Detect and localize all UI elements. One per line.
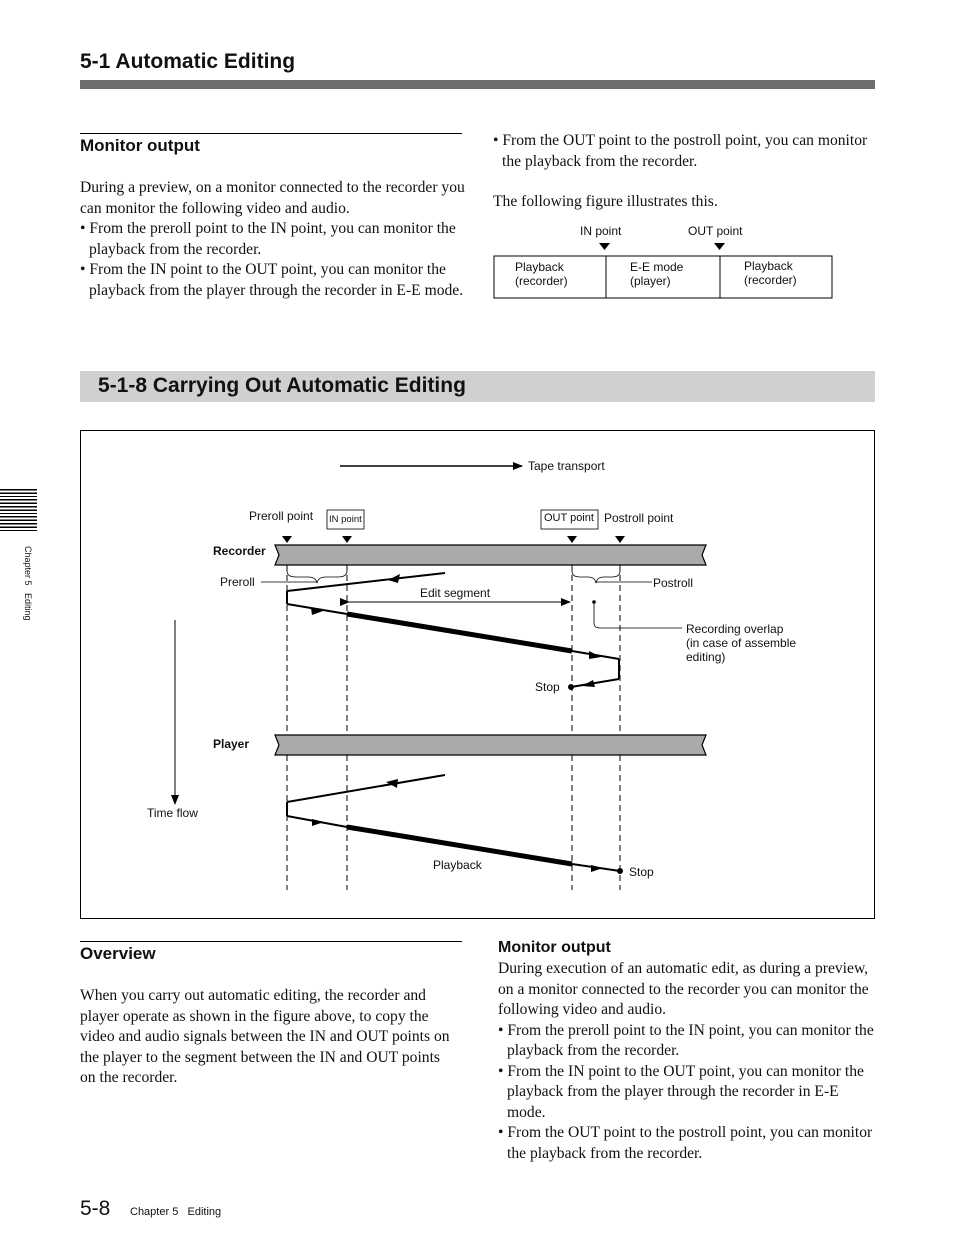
arrow-icon bbox=[312, 819, 324, 826]
figure-intro: The following figure illustrates this. bbox=[493, 193, 718, 210]
page-number: 5-8 bbox=[80, 1197, 111, 1220]
bullet-item: • From the OUT point to the postroll point, you can monitor the playback from the recorder. bbox=[498, 1124, 873, 1162]
overview-heading: Overview bbox=[80, 944, 156, 963]
overlap-line: (in case of assemble bbox=[686, 636, 797, 650]
side-chapter-name: Editing bbox=[23, 593, 33, 621]
in-point-label: IN point bbox=[329, 514, 362, 525]
recorder-return-line bbox=[571, 679, 619, 687]
preroll-label: Preroll bbox=[220, 575, 255, 589]
cell-line: Playback bbox=[515, 260, 564, 274]
in-arrow-icon bbox=[342, 536, 352, 543]
arrow-icon bbox=[591, 865, 603, 872]
footer-chapter bbox=[130, 1206, 221, 1218]
overlap-line: editing) bbox=[686, 650, 726, 664]
time-flow-label: Time flow bbox=[147, 806, 198, 820]
header-rule bbox=[80, 80, 875, 89]
mini-cell-2 bbox=[630, 260, 683, 288]
chapter-tab-stripes bbox=[0, 489, 37, 533]
arrow-icon bbox=[386, 779, 398, 788]
out-arrow-icon bbox=[714, 243, 725, 250]
monitor-output-heading: Monitor output bbox=[80, 136, 200, 155]
cell-line: (recorder) bbox=[744, 273, 797, 287]
overlap-leader bbox=[594, 602, 682, 628]
tape-transport-label: Tape transport bbox=[528, 459, 605, 473]
player-label: Player bbox=[213, 737, 250, 751]
preroll-point-label: Preroll point bbox=[249, 509, 314, 523]
mini-cell-3 bbox=[744, 259, 797, 287]
intro-paragraph: During execution of an automatic edit, as during a preview, on a monitor connected to the recorder you can monitor the following video and audio. bbox=[498, 960, 869, 1018]
mini-out-point-label: OUT point bbox=[688, 224, 743, 238]
postroll-point-label: Postroll point bbox=[604, 511, 674, 525]
monitor-output-text-2 bbox=[498, 959, 878, 1164]
player-tape bbox=[275, 735, 706, 755]
recorder-label: Recorder bbox=[213, 544, 266, 558]
overlap-line: Recording overlap bbox=[686, 622, 784, 636]
out-point-label: OUT point bbox=[544, 512, 594, 524]
mini-cell-1 bbox=[515, 260, 568, 288]
monitor-output-text bbox=[80, 178, 465, 301]
timing-diagram-svg bbox=[80, 430, 875, 919]
player-stop-dot bbox=[617, 868, 623, 874]
recorder-stop-label: Stop bbox=[535, 680, 560, 694]
cell-line: Playback bbox=[744, 259, 793, 273]
out-arrow-icon bbox=[567, 536, 577, 543]
recorder-stop-dot bbox=[568, 684, 574, 690]
footer-chapter-number: Chapter 5 bbox=[130, 1206, 179, 1218]
postroll-label: Postroll bbox=[653, 576, 694, 590]
player-rewind-line bbox=[287, 775, 445, 802]
in-arrow-icon bbox=[599, 243, 610, 250]
recorder-record-line bbox=[347, 614, 572, 651]
arrow-icon bbox=[582, 680, 595, 687]
overview-text: When you carry out automatic editing, the recorder and player operate as shown in the figure above, to copy the video and audio signals between the IN and OUT points on the player to the segment between the IN and OUT points on the recorder. bbox=[80, 987, 450, 1086]
postroll-arrow-icon bbox=[615, 536, 625, 543]
mini-in-point-label: IN point bbox=[580, 224, 622, 238]
cell-line: (recorder) bbox=[515, 274, 568, 288]
section-rule bbox=[80, 941, 462, 942]
cell-line: E-E mode bbox=[630, 260, 684, 274]
section-rule bbox=[80, 133, 462, 134]
preroll-brace bbox=[287, 571, 347, 583]
point-guides bbox=[287, 565, 620, 890]
player-stop-label: Stop bbox=[629, 865, 654, 879]
bullet-item: • From the preroll point to the IN point, you can monitor the playback from the recorder. bbox=[80, 220, 456, 258]
preroll-arrow-icon bbox=[282, 536, 292, 543]
section-title: 5-1-8 Carrying Out Automatic Editing bbox=[98, 374, 466, 397]
bullet-item: • From the OUT point to the postroll point, you can monitor the playback from the recorder. bbox=[493, 132, 868, 170]
page-header-title: 5-1 Automatic Editing bbox=[80, 50, 296, 73]
bullet-item: • From the IN point to the OUT point, you can monitor the playback from the player through the recorder in E-E mode. bbox=[80, 261, 464, 299]
recording-overlap-label bbox=[686, 622, 796, 664]
bullet-item: • From the preroll point to the IN point, you can monitor the playback from the recorder. bbox=[498, 1021, 874, 1059]
side-chapter-number: Chapter 5 bbox=[23, 546, 33, 586]
footer-chapter-name: Editing bbox=[187, 1206, 222, 1218]
intro-paragraph: During a preview, on a monitor connected to the recorder you can monitor the following video and audio. bbox=[80, 179, 465, 217]
cell-line: (player) bbox=[630, 274, 671, 288]
postroll-brace bbox=[572, 571, 620, 583]
bullet-item: • From the IN point to the OUT point, you can monitor the playback from the player through the recorder in E-E mode. bbox=[498, 1062, 864, 1121]
edit-segment-label: Edit segment bbox=[420, 586, 491, 600]
recorder-tape bbox=[275, 545, 706, 565]
playback-label: Playback bbox=[433, 858, 482, 872]
monitor-output-heading-2: Monitor output bbox=[498, 939, 611, 956]
side-chapter-label bbox=[23, 546, 33, 621]
